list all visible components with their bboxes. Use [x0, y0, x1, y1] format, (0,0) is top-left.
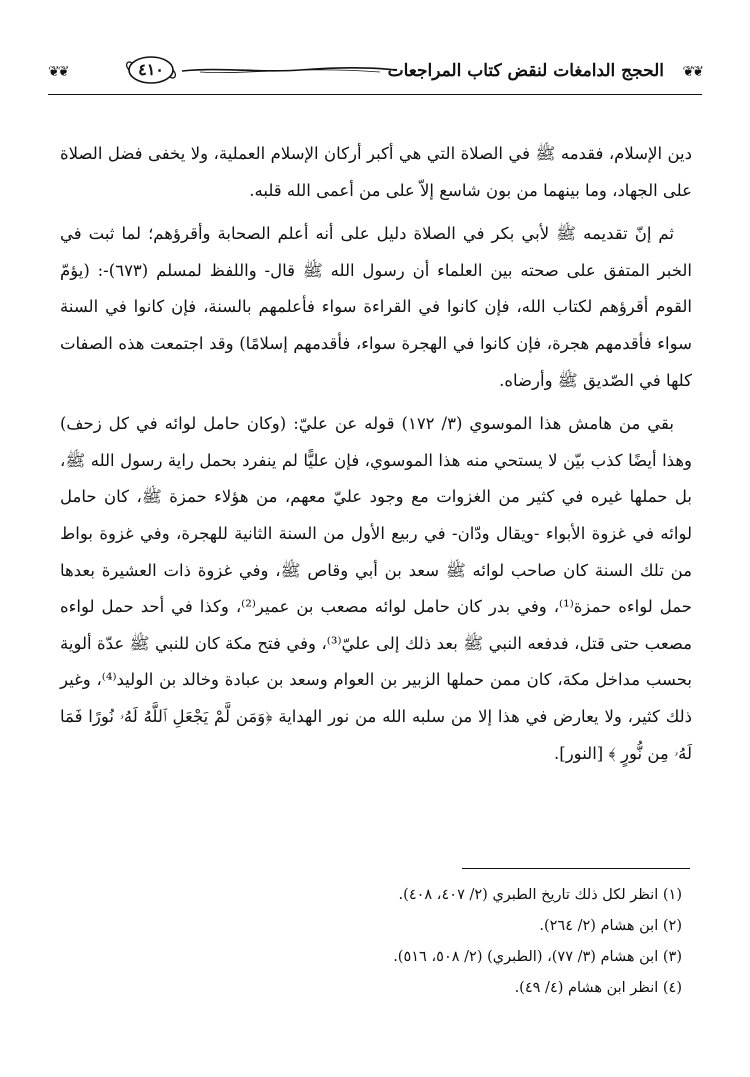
footnote-2: (٢) ابن هشام (٢/ ٢٦٤).	[539, 918, 682, 934]
footnote-rule	[462, 868, 690, 869]
footnote-3: (٣) ابن هشام (٣/ ٧٧)، (الطبري) (٢/ ٥٠٨، ٥١٦).	[393, 949, 682, 965]
paragraph-1: دين الإسلام، فقدمه ﷺ في الصلاة التي هي أكبر أركان الإسلام العملية، ولا يخفى فضل الصلاة على الجهاد، وما بينهما من بون شاسع إلاّ على من أعمى الله قلبه.	[60, 144, 692, 200]
header-rule	[48, 94, 702, 95]
paragraph-3: بقي من هامش هذا الموسوي (٣/ ١٧٢) قوله عن عليّ: (وكان حامل لوائه في كل زحف) وهذا أيضًا كذب بيّن لا يستحي منه هذا الموسوي، فإن عليًّا لم ينفرد بحمل راية رسول الله ﷺ، بل حملها غيره في كثير من الغزوات مع وجود عليّ معهم، من هؤلاء حمزة ﷺ، كان حامل لوائه في غزوة الأبواء -ويقال ودّان- في ربيع الأول من السنة الثانية للهجرة، وفي غزوة بواط من تلك السنة كان صاحب لوائه ﷺ سعد بن أبي وقاص ﷺ، وفي غزوة ذات العشيرة بعدها حمل لواءه حمزة⁽¹⁾، وفي بدر كان حامل لوائه مصعب بن عمير⁽²⁾، وكذا في أحد حمل لواءه مصعب حتى قتل، فدفعه النبي ﷺ بعد ذلك إلى عليّ⁽³⁾، وفي فتح مكة كان للنبي ﷺ عدّة ألوية بحسب مداخل مكة، كان ممن حملها الزبير بن العوام وسعد بن عبادة وخالد بن الوليد⁽⁴⁾، وغير ذلك كثير، ولا يعارض في هذا إلا من سلبه الله من نور الهداية ﴿وَمَن لَّمْ يَجْعَلِ ٱللَّهُ لَهُۥ نُورًا فَمَا لَهُۥ مِن نُّورٍ ﴾ [النور].	[60, 414, 692, 763]
ornament-left-icon: ❦❦	[48, 64, 68, 80]
running-title: الحجج الدامغات لنقض كتاب المراجعات	[387, 61, 664, 81]
header-swash-icon	[180, 64, 398, 76]
page-number: ٤١٠	[138, 60, 164, 79]
footnotes	[60, 880, 692, 1004]
running-header	[48, 50, 702, 100]
main-text	[60, 136, 692, 779]
paragraph-2: ثم إنّ تقديمه ﷺ لأبي بكر في الصلاة دليل على أنه أعلم الصحابة وأقرؤهم؛ لما ثبت في الخبر المتفق على صحته بين العلماء أن رسول الله ﷺ قال- واللفظ لمسلم (٦٧٣)-: (يؤمّ القوم أقرؤهم لكتاب الله، فإن كانوا في القراءة سواء فأعلمهم بالسنة، فإن كانوا في السنة سواء فأقدمهم هجرة، فإن كانوا في الهجرة سواء، فأقدمهم إسلامًا) وقد اجتمعت هذه الصفات كلها في الصّديق ﷺ وأرضاه.	[60, 224, 693, 390]
footnote-4: (٤) انظر ابن هشام (٤/ ٤٩).	[514, 980, 682, 996]
footnote-1: (١) انظر لكل ذلك تاريخ الطبري (٢/ ٤٠٧، ٤٠٨).	[398, 887, 682, 903]
ornament-right-icon: ❦❦	[682, 64, 702, 80]
page-number-frame	[126, 54, 176, 86]
